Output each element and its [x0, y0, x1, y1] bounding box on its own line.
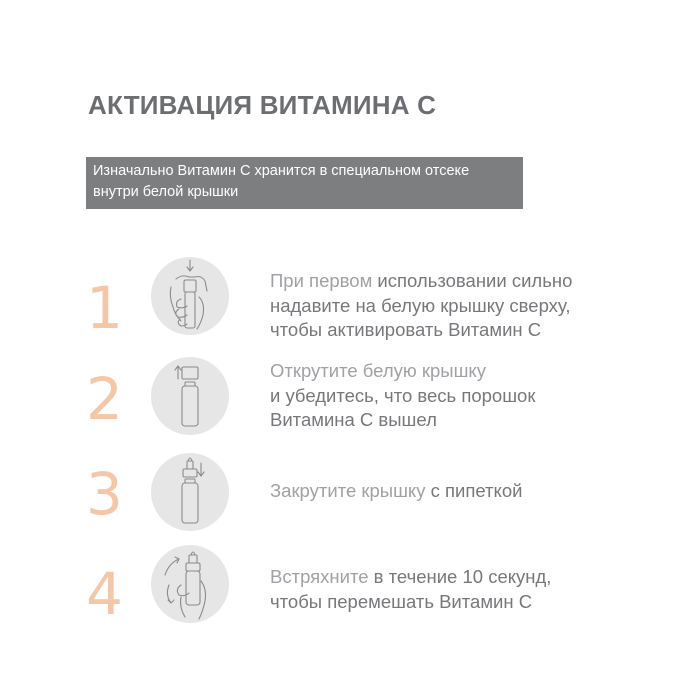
- info-banner: [86, 157, 523, 209]
- step-number: 4: [86, 560, 123, 628]
- screw-pipette-icon: [151, 453, 229, 531]
- step-1: [0, 257, 699, 342]
- step-text-line: Закрутите крышку с пипеткой: [270, 480, 523, 501]
- page-title: АКТИВАЦИЯ ВИТАМИНА С: [88, 90, 437, 120]
- step-text-line: надавите на белую крышку сверху,: [270, 294, 571, 316]
- step-2: [0, 357, 699, 437]
- step-4: [0, 545, 699, 628]
- step-text: [270, 269, 690, 343]
- press-cap-icon: [151, 257, 229, 335]
- step-number: 3: [86, 460, 123, 528]
- step-text-line: чтобы перемешать Витамин С: [270, 590, 533, 612]
- step-text: [270, 565, 690, 614]
- banner-line-1: Изначально Витамин С хранится в специальном отсеке: [93, 163, 470, 179]
- step-number: 2: [86, 365, 123, 433]
- step-text: [270, 479, 690, 504]
- step-3: [0, 453, 699, 533]
- shake-bottle-icon: [151, 545, 229, 623]
- step-text-line: Встряхните в течение 10 секунд,: [270, 566, 552, 587]
- banner-line-2: внутри белой крышки: [93, 184, 239, 200]
- step-text-line: чтобы активировать Витамин С: [270, 319, 542, 340]
- step-text-line: и убедитесь, что весь порошок: [270, 384, 536, 406]
- step-text-line: Витамина С вышел: [270, 409, 437, 430]
- step-number: 1: [86, 274, 123, 342]
- step-text-line: При первом использовании сильно: [270, 270, 573, 291]
- step-text-line: Открутите белую крышку: [270, 360, 486, 381]
- step-text: [270, 359, 690, 433]
- unscrew-cap-icon: [151, 357, 229, 435]
